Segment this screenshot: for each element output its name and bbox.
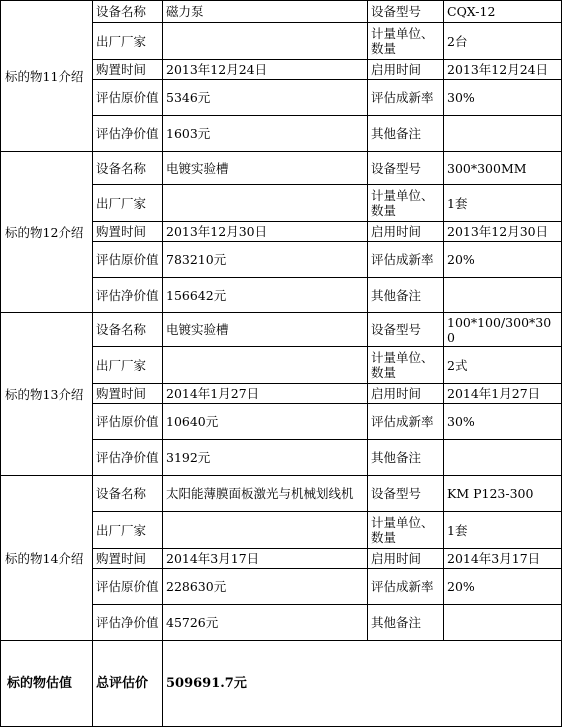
field-label: 设备型号 bbox=[368, 152, 444, 185]
field-value: 3192元 bbox=[163, 440, 368, 476]
field-value: 2013年12月30日 bbox=[163, 222, 368, 242]
field-value: 30% bbox=[444, 80, 562, 116]
field-label: 评估净价值 bbox=[93, 116, 163, 152]
field-value: 2014年1月27日 bbox=[163, 384, 368, 404]
field-label: 其他备注 bbox=[368, 278, 444, 313]
field-value: 100*100/300*300 bbox=[444, 313, 562, 347]
field-label: 启用时间 bbox=[368, 549, 444, 569]
field-label: 其他备注 bbox=[368, 116, 444, 152]
field-value: 2台 bbox=[444, 23, 562, 60]
field-label: 评估原价值 bbox=[93, 569, 163, 605]
field-label: 启用时间 bbox=[368, 222, 444, 242]
total-title: 标的物估值 bbox=[1, 641, 93, 727]
field-value: 电镀实验槽 bbox=[163, 152, 368, 185]
field-label: 出厂厂家 bbox=[93, 512, 163, 549]
field-label: 评估净价值 bbox=[93, 440, 163, 476]
field-value bbox=[163, 347, 368, 384]
field-label: 购置时间 bbox=[93, 384, 163, 404]
field-value: 228630元 bbox=[163, 569, 368, 605]
section-title: 标的物11介绍 bbox=[1, 1, 93, 152]
field-value: 2014年1月27日 bbox=[444, 384, 562, 404]
total-row bbox=[1, 641, 562, 727]
field-label: 其他备注 bbox=[368, 440, 444, 476]
field-value: 783210元 bbox=[163, 242, 368, 278]
field-value: 磁力泵 bbox=[163, 1, 368, 23]
field-value bbox=[163, 185, 368, 222]
field-label: 评估原价值 bbox=[93, 242, 163, 278]
field-label: 启用时间 bbox=[368, 384, 444, 404]
field-label: 评估成新率 bbox=[368, 80, 444, 116]
field-value: 45726元 bbox=[163, 605, 368, 641]
field-value: 电镀实验槽 bbox=[163, 313, 368, 347]
field-label: 计量单位、数量 bbox=[368, 23, 444, 60]
field-value bbox=[444, 278, 562, 313]
field-label: 计量单位、数量 bbox=[368, 512, 444, 549]
field-value: 20% bbox=[444, 569, 562, 605]
field-value bbox=[444, 440, 562, 476]
field-value: 20% bbox=[444, 242, 562, 278]
field-label: 设备名称 bbox=[93, 1, 163, 23]
field-value: 5346元 bbox=[163, 80, 368, 116]
field-label: 设备名称 bbox=[93, 152, 163, 185]
field-label: 出厂厂家 bbox=[93, 347, 163, 384]
field-label: 购置时间 bbox=[93, 222, 163, 242]
field-value: 太阳能薄膜面板激光与机械划线机 bbox=[163, 476, 368, 512]
field-label: 设备名称 bbox=[93, 313, 163, 347]
field-label: 购置时间 bbox=[93, 60, 163, 80]
field-value: 2014年3月17日 bbox=[444, 549, 562, 569]
table-row bbox=[1, 313, 562, 347]
field-value: 2014年3月17日 bbox=[163, 549, 368, 569]
field-value bbox=[163, 512, 368, 549]
total-label: 总评估价 bbox=[93, 641, 163, 727]
field-value: 2013年12月24日 bbox=[163, 60, 368, 80]
total-value: 509691.7元 bbox=[163, 641, 562, 727]
field-label: 设备型号 bbox=[368, 313, 444, 347]
field-value: 1套 bbox=[444, 185, 562, 222]
field-label: 启用时间 bbox=[368, 60, 444, 80]
field-label: 购置时间 bbox=[93, 549, 163, 569]
field-value: 2013年12月30日 bbox=[444, 222, 562, 242]
field-value bbox=[444, 605, 562, 641]
table-row bbox=[1, 476, 562, 512]
section-title: 标的物12介绍 bbox=[1, 152, 93, 313]
field-value: 156642元 bbox=[163, 278, 368, 313]
field-value: 300*300MM bbox=[444, 152, 562, 185]
field-label: 评估净价值 bbox=[93, 278, 163, 313]
table-row bbox=[1, 1, 562, 23]
field-label: 计量单位、数量 bbox=[368, 185, 444, 222]
field-label: 设备型号 bbox=[368, 1, 444, 23]
table-row bbox=[1, 152, 562, 185]
field-value: 2013年12月24日 bbox=[444, 60, 562, 80]
field-value: 1603元 bbox=[163, 116, 368, 152]
field-value: 10640元 bbox=[163, 404, 368, 440]
field-label: 评估原价值 bbox=[93, 404, 163, 440]
field-label: 其他备注 bbox=[368, 605, 444, 641]
field-value: CQX-12 bbox=[444, 1, 562, 23]
field-label: 出厂厂家 bbox=[93, 185, 163, 222]
field-label: 评估成新率 bbox=[368, 404, 444, 440]
field-label: 评估成新率 bbox=[368, 242, 444, 278]
field-value bbox=[163, 23, 368, 60]
field-label: 出厂厂家 bbox=[93, 23, 163, 60]
field-label: 评估净价值 bbox=[93, 605, 163, 641]
field-label: 评估原价值 bbox=[93, 80, 163, 116]
field-value: 1套 bbox=[444, 512, 562, 549]
field-value: KM P123-300 bbox=[444, 476, 562, 512]
field-label: 计量单位、数量 bbox=[368, 347, 444, 384]
field-value: 30% bbox=[444, 404, 562, 440]
field-label: 设备型号 bbox=[368, 476, 444, 512]
field-value bbox=[444, 116, 562, 152]
field-value: 2式 bbox=[444, 347, 562, 384]
field-label: 评估成新率 bbox=[368, 569, 444, 605]
section-title: 标的物14介绍 bbox=[1, 476, 93, 641]
section-title: 标的物13介绍 bbox=[1, 313, 93, 476]
field-label: 设备名称 bbox=[93, 476, 163, 512]
